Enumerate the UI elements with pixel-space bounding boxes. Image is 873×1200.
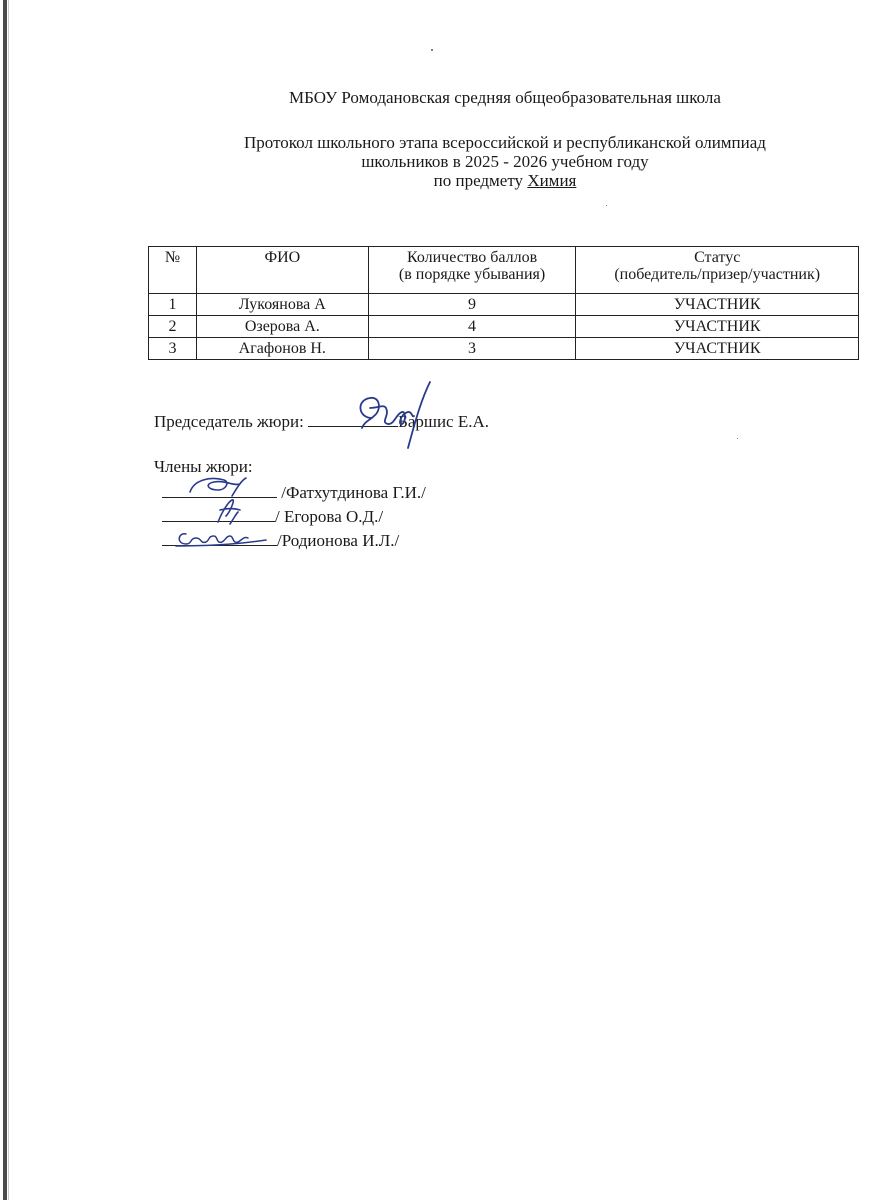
row-score: 4 [368,316,576,338]
row-num: 1 [149,294,197,316]
member-name: / Егорова О.Д./ [275,507,384,526]
row-name: Лукоянова А [196,294,368,316]
row-name: Озерова А. [196,316,368,338]
protocol-line-2: школьников в 2025 - 2026 учебном году [361,152,649,171]
subject-name: Химия [527,171,577,190]
row-num: 3 [149,338,197,360]
jury-members-title: Члены жюри: [154,457,253,476]
table-header-row [149,247,859,294]
row-name: Агафонов Н. [196,338,368,360]
subject-prefix: по предмету [433,171,528,190]
row-num: 2 [149,316,197,338]
col-header-score [368,247,576,294]
chair-label: Председатель жюри: [154,412,309,431]
col-header-score-line2: (в порядке убывания) [398,266,546,283]
scan-speck [606,205,607,206]
table-row [149,316,859,338]
scan-speck [737,438,738,439]
table-row [149,294,859,316]
member-signature-3 [170,522,275,552]
col-header-status [576,247,859,294]
row-status: УЧАСТНИК [576,338,859,360]
subject-line [150,171,860,190]
chair-name: Баршис Е.А. [398,412,490,431]
protocol-line-1: Протокол школьного этапа всероссийской и республиканской олимпиад [244,133,766,152]
col-header-status-line2: (победитель/призер/участник) [614,266,821,283]
col-header-num: № [149,247,197,294]
member-name: /Фатхутдинова Г.И./ [277,483,426,502]
scan-speck [431,49,433,51]
scan-edge [3,0,7,1200]
member-name: /Родионова И.Л./ [277,531,400,550]
row-status: УЧАСТНИК [576,316,859,338]
school-name: МБОУ Ромодановская средняя общеобразовательная школа [289,88,721,107]
col-header-score-line1: Количество баллов [406,249,538,266]
row-score: 9 [368,294,576,316]
scan-edge-shadow [8,0,9,1200]
results-table [148,246,859,360]
row-score: 3 [368,338,576,360]
col-header-status-line1: Статус [694,249,741,266]
chair-signature [350,378,440,453]
table-row [149,338,859,360]
col-header-name: ФИО [196,247,368,294]
protocol-title [150,133,860,190]
row-status: УЧАСТНИК [576,294,859,316]
